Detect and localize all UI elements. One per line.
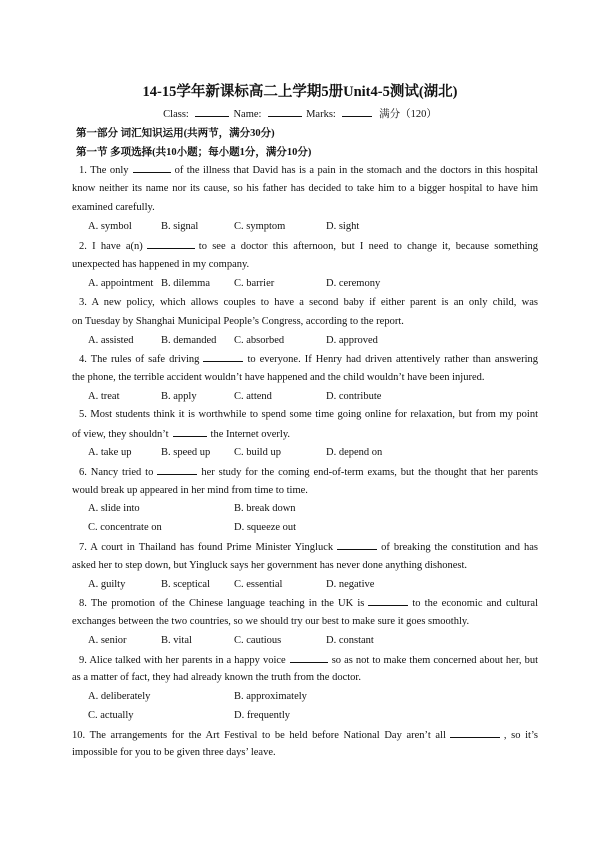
option-d[interactable]: D. squeeze out bbox=[234, 522, 297, 533]
part1-heading: 第一部分 词汇知识运用(共两节，满分30分) bbox=[76, 128, 275, 139]
option-b[interactable]: B. signal bbox=[161, 221, 199, 232]
option-c[interactable]: C. absorbed bbox=[234, 335, 285, 346]
question-1-line-2: know neither its name nor its cause, so his father has decided to take him to a bigger hospital to have him bbox=[72, 183, 538, 194]
option-d[interactable]: D. contribute bbox=[326, 391, 382, 402]
question-3-line-2: on Tuesday by Shanghai Municipal People’s Congress, according to the report. bbox=[72, 316, 404, 327]
option-b[interactable]: B. demanded bbox=[161, 335, 217, 346]
name-blank[interactable] bbox=[268, 107, 302, 117]
option-a[interactable]: A. deliberately bbox=[88, 691, 151, 702]
option-d[interactable]: D. sight bbox=[326, 221, 360, 232]
question-5-line-2: of view, they shouldn’t the Internet overly. bbox=[72, 429, 291, 440]
question-10-line-1: 10. The arrangements for the Art Festival to be held before National Day aren’t all , so it’s bbox=[72, 730, 538, 741]
answer-blank[interactable] bbox=[337, 540, 377, 550]
option-a[interactable]: A. assisted bbox=[88, 335, 134, 346]
option-a[interactable]: A. symbol bbox=[88, 221, 132, 232]
question-9-line-1: 9. Alice talked with her parents in a happy voice so as not to make them concerned about her, but bbox=[79, 655, 538, 666]
question-5-line-1: 5. Most students think it is worthwhile to spend some time going online for relaxation, but from my point bbox=[79, 409, 538, 420]
question-1-line-3: examined carefully. bbox=[72, 202, 155, 213]
question-7-line-2: asked her to step down, but Yingluck says her government has never done anything dishonest. bbox=[72, 560, 468, 571]
option-c[interactable]: C. actually bbox=[88, 710, 134, 721]
option-c[interactable]: C. symptom bbox=[234, 221, 286, 232]
question-9-line-2: as a matter of fact, they had already known the truth from the doctor. bbox=[72, 672, 361, 683]
answer-blank[interactable] bbox=[133, 163, 171, 173]
question-6-line-2: would break up appeared in her mind from time to time. bbox=[72, 485, 308, 496]
answer-blank[interactable] bbox=[173, 427, 207, 437]
marks-label: Marks: bbox=[306, 109, 336, 120]
question-6-line-1: 6. Nancy tried to her study for the coming end-of-term exams, but the thought that her parents bbox=[79, 467, 538, 478]
option-c[interactable]: C. build up bbox=[234, 447, 281, 458]
option-c[interactable]: C. barrier bbox=[234, 278, 275, 289]
answer-blank[interactable] bbox=[368, 596, 408, 606]
question-3-line-1: 3. A new policy, which allows couples to have a second baby if either parent is an only child, was bbox=[79, 297, 538, 308]
question-8-line-2: exchanges between the two countries, so we should try our best to make sure it goes smoothly. bbox=[72, 616, 470, 627]
marks-blank[interactable] bbox=[342, 107, 372, 117]
question-8-line-1: 8. The promotion of the Chinese language teaching in the UK is to the economic and cultural bbox=[79, 598, 538, 609]
total-score: 满分（120） bbox=[379, 109, 437, 120]
option-b[interactable]: B. break down bbox=[234, 503, 296, 514]
option-a[interactable]: A. treat bbox=[88, 391, 120, 402]
option-c[interactable]: C. attend bbox=[234, 391, 272, 402]
option-a[interactable]: A. take up bbox=[88, 447, 132, 458]
option-a[interactable]: A. senior bbox=[88, 635, 127, 646]
question-7-line-1: 7. A court in Thailand has found Prime Minister Yingluck of breaking the constitution and has bbox=[79, 542, 538, 553]
student-info-line bbox=[0, 106, 600, 121]
option-d[interactable]: D. depend on bbox=[326, 447, 383, 458]
question-4-line-1: 4. The rules of safe driving to everyone. If Henry had driven attentively rather than answering bbox=[79, 354, 538, 365]
class-label: Class: bbox=[163, 109, 189, 120]
question-1-line-1: 1. The only of the illness that David has is a pain in the stomach and the doctors in this hospital bbox=[79, 165, 538, 176]
option-a[interactable]: A. appointment bbox=[88, 278, 154, 289]
answer-blank[interactable] bbox=[450, 728, 500, 738]
option-b[interactable]: B. dilemma bbox=[161, 278, 210, 289]
option-d[interactable]: D. ceremony bbox=[326, 278, 381, 289]
option-b[interactable]: B. apply bbox=[161, 391, 197, 402]
option-b[interactable]: B. sceptical bbox=[161, 579, 210, 590]
option-b[interactable]: B. vital bbox=[161, 635, 192, 646]
option-c[interactable]: C. cautious bbox=[234, 635, 282, 646]
answer-blank[interactable] bbox=[290, 653, 328, 663]
answer-blank[interactable] bbox=[203, 352, 243, 362]
option-c[interactable]: C. concentrate on bbox=[88, 522, 162, 533]
option-a[interactable]: A. guilty bbox=[88, 579, 126, 590]
question-2-line-2: unexpected has happened in my company. bbox=[72, 259, 250, 270]
option-d[interactable]: D. frequently bbox=[234, 710, 290, 721]
question-2-line-1: 2. I have a(n) to see a doctor this afternoon, but I need to change it, because something bbox=[79, 241, 538, 252]
option-d[interactable]: D. approved bbox=[326, 335, 378, 346]
class-blank[interactable] bbox=[195, 107, 229, 117]
answer-blank[interactable] bbox=[147, 239, 195, 249]
question-10-line-2: impossible for you to be given three days’ leave. bbox=[72, 747, 276, 758]
option-b[interactable]: B. speed up bbox=[161, 447, 211, 458]
section1-heading: 第一节 多项选择(共10小题；每小题1分，满分10分) bbox=[76, 147, 312, 158]
option-a[interactable]: A. slide into bbox=[88, 503, 140, 514]
exam-title: 14-15学年新课标高二上学期5册Unit4-5测试(湖北) bbox=[142, 84, 458, 100]
option-d[interactable]: D. constant bbox=[326, 635, 374, 646]
option-d[interactable]: D. negative bbox=[326, 579, 375, 590]
question-4-line-2: the phone, the terrible accident wouldn’t have happened and the child wouldn’t have been injured. bbox=[72, 372, 485, 383]
answer-blank[interactable] bbox=[157, 465, 197, 475]
option-c[interactable]: C. essential bbox=[234, 579, 283, 590]
option-b[interactable]: B. approximately bbox=[234, 691, 307, 702]
name-label: Name: bbox=[233, 109, 262, 120]
